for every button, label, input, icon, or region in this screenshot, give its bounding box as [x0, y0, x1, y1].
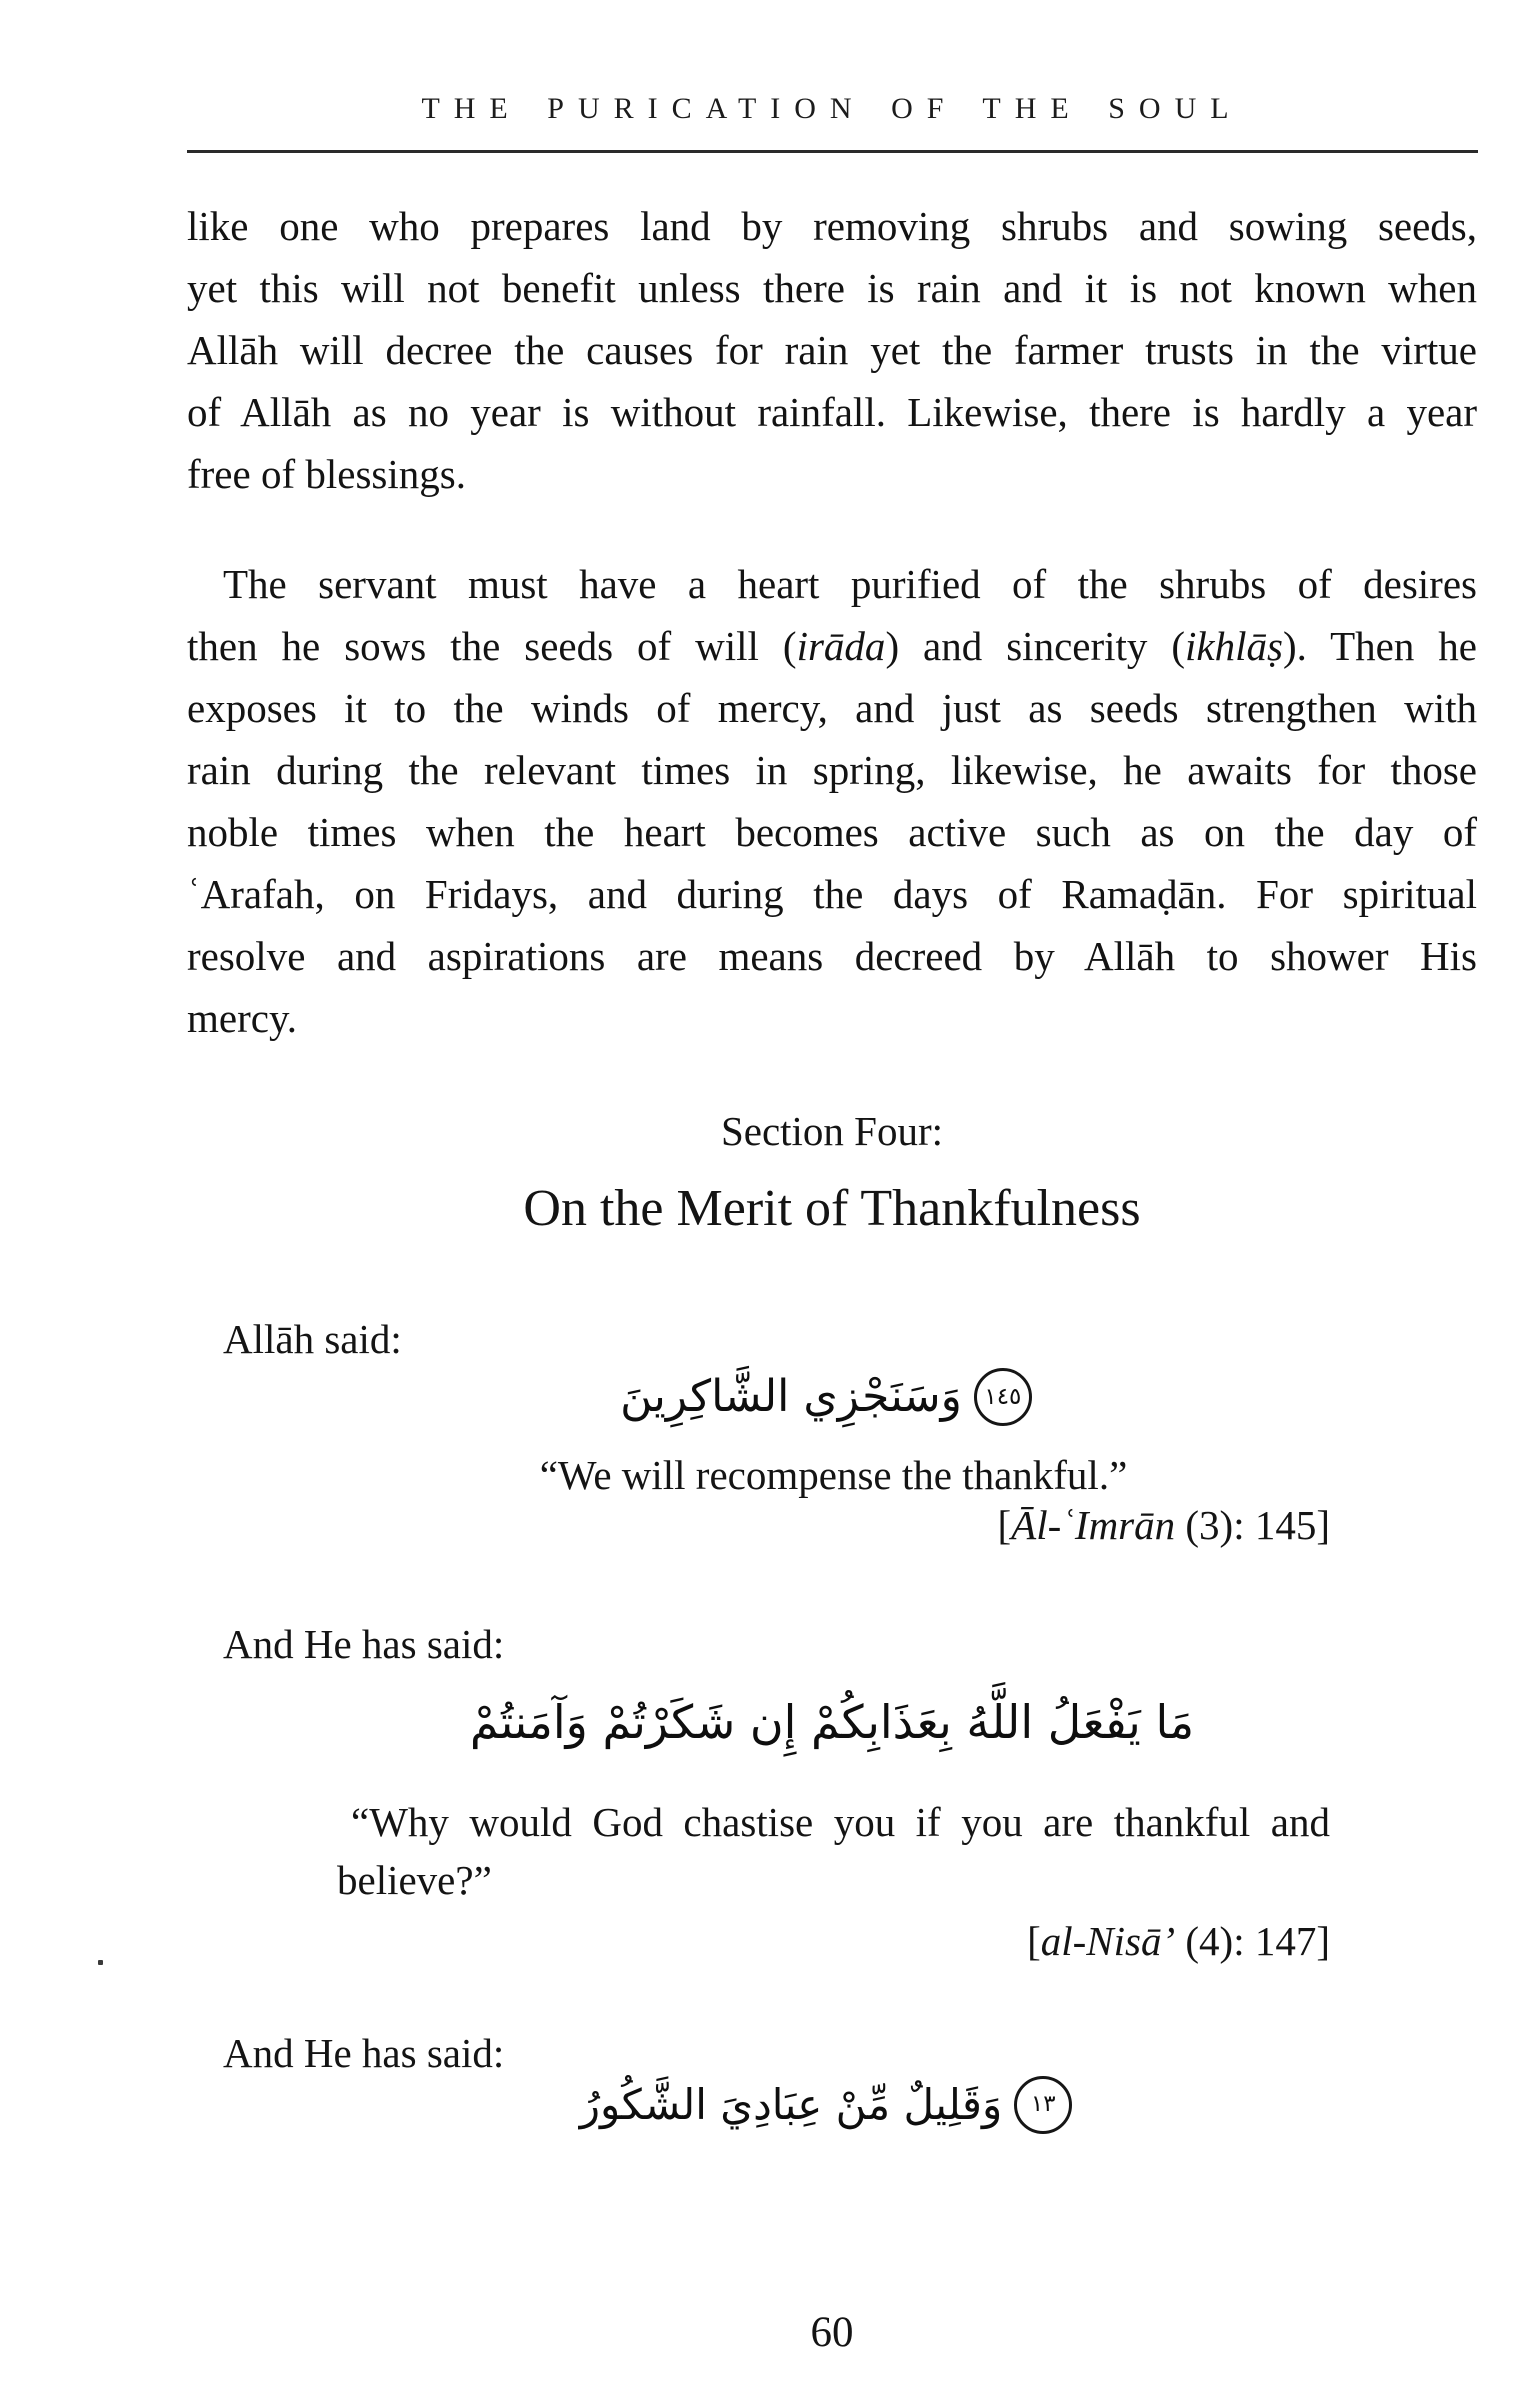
quote1-citation [187, 1500, 1330, 1550]
arabic-text: وَسَنَجْزِي الشَّاكِرِينَ [620, 1371, 962, 1422]
paragraph-servant-heart [187, 553, 1477, 1049]
quote1-intro: Allāh said: [223, 1316, 402, 1362]
transliterated-term: ikhlāṣ [1185, 623, 1283, 669]
text-line: yet this will not benefit unless there is rain and it is not known when [187, 265, 1477, 311]
transliterated-term: irāda [796, 623, 886, 669]
text-line [187, 615, 1477, 677]
text-line: believe?” [337, 1857, 492, 1903]
text-line: noble times when the heart becomes active such as on the day of [187, 809, 1477, 855]
text-line: “Why would God chastise you if you are thankful and [351, 1799, 1330, 1845]
text-segment: ) and sincerity ( [885, 623, 1186, 669]
text-line: ʿArafah, on Fridays, and during the days of Ramaḍān. For spiritual [187, 871, 1477, 917]
text-line: free of blessings. [187, 451, 466, 497]
text-line: like one who prepares land by removing shrubs and sowing seeds, [187, 203, 1477, 249]
quote3-intro: And He has said: [223, 2030, 505, 2076]
paragraph-continuation [187, 195, 1477, 505]
quote2-intro: And He has said: [223, 1621, 505, 1667]
citation-reference: (3): 145] [1175, 1502, 1330, 1548]
ayah-end-marker [974, 1368, 1032, 1426]
quote2-citation [187, 1916, 1330, 1966]
citation-reference: (4): 147] [1175, 1918, 1330, 1964]
quote1-translation: “We will recompense the thankful.” [539, 1452, 1128, 1498]
text-line: exposes it to the winds of mercy, and just as seeds strengthen with [187, 685, 1477, 731]
quran-verse-arabic-2 [187, 1668, 1477, 1772]
arabic-text: وَقَلِيلٌ مِّنْ عِبَادِيَ الشَّكُورُ [579, 2079, 1003, 2129]
text-line: rain during the relevant times in spring, likewise, he awaits for those [187, 747, 1477, 793]
ayah-end-marker [1014, 2076, 1072, 2134]
text-segment: then he sows the seeds of will ( [187, 623, 797, 669]
ayah-number: ١٤٥ [984, 1383, 1022, 1410]
page-number: 60 [810, 2309, 854, 2356]
citation-bracket: [ [1027, 1918, 1041, 1964]
section-title: On the Merit of Thankfulness [523, 1180, 1141, 1237]
arabic-text: مَا يَفْعَلُ اللَّهُ بِعَذَابِكُمْ إِن شَكَرْتُمْ وَآمَنتُمْ [469, 1694, 1195, 1749]
text-line: resolve and aspirations are means decreed by Allāh to shower His [187, 933, 1477, 979]
citation-surah-name: al-Nisā’ [1040, 1918, 1176, 1964]
running-header: THE PURICATION OF THE SOUL [421, 92, 1243, 125]
section-kicker: Section Four: [720, 1108, 944, 1154]
header-rule [187, 150, 1478, 153]
text-line: mercy. [187, 995, 298, 1041]
text-line: The servant must have a heart purified of the shrubs of desires [223, 561, 1477, 607]
quote2-translation [337, 1793, 1330, 1909]
text-segment: ). Then he [1282, 623, 1478, 669]
text-line: Allāh will decree the causes for rain yet the farmer trusts in the virtue [187, 327, 1477, 373]
ayah-number: ١٣ [1030, 2091, 1056, 2117]
quran-verse-arabic-1 [187, 1352, 1477, 1440]
citation-bracket: [ [997, 1502, 1012, 1548]
citation-surah-name: Āl-ʿImrān [1011, 1502, 1176, 1548]
quran-verse-arabic-3 [187, 2058, 1477, 2149]
text-line: of Allāh as no year is without rainfall. Likewise, there is hardly a year [187, 389, 1477, 435]
scan-artifact-dot [98, 1960, 103, 1965]
